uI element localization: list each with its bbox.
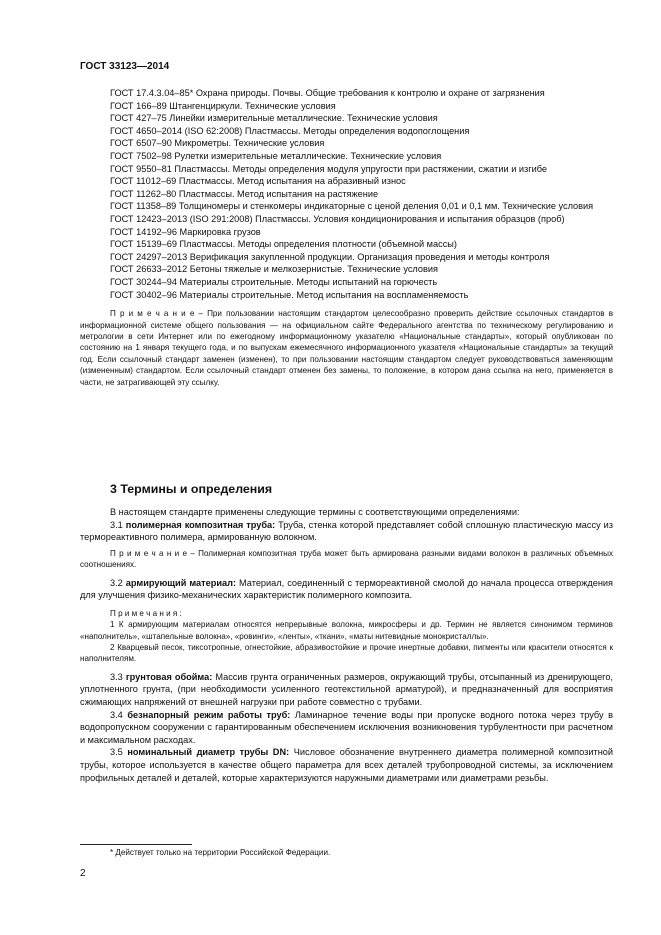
reference-item: ГОСТ 166–89 Штангенциркули. Технические условия: [110, 100, 336, 111]
document-header: ГОСТ 33123—2014: [80, 61, 170, 72]
term-name: безнапорный режим работы труб:: [127, 709, 291, 720]
page-number: 2: [80, 868, 86, 879]
reference-item: ГОСТ 30402–96 Материалы строительные. Метод испытания на воспламеняемость: [110, 289, 469, 300]
term-definition: Числовое обозначение внутреннего диаметра полимерной композитной трубы, которое используется в качестве общего параметра для всех деталей трубопроводной системы, за исключением профильных деталей и деталей, которые характеризуются наружными диаметрами или диаметрами резьбы.: [80, 747, 614, 783]
reference-item: ГОСТ 11262–80 Пластмассы. Метод испытания на растяжение: [110, 188, 379, 199]
reference-item: ГОСТ 15139–69 Пластмассы. Методы определения плотности (объемной массы): [110, 239, 457, 250]
note-3-2-1: 1 К армирующим материалам относятся непрерывные волокна, микросферы и др. Термин не является синонимом терминов «наполнитель», «штапельные волокна», «ровинги», «ленты», «ткани», «маты нитевидные монокристаллы».: [80, 620, 613, 641]
reference-item: ГОСТ 26633–2012 Бетоны тяжелые и мелкозернистые. Технические условия: [110, 264, 438, 275]
term-name: армирующий материал:: [125, 577, 237, 588]
section-body: [80, 506, 613, 784]
term-3-4: 3.4 безнапорный режим работы труб: Ламинарное течение воды при пропуске водного потока через трубу в водопропускном сооружении с гарантированным обеспечением исключения возникновения турбулентности при расчетном и максимальном расходах.: [80, 709, 613, 745]
note-3-1: [80, 548, 613, 571]
reference-item: ГОСТ 4650–2014 (ISO 62:2008) Пластмассы. Методы определения водопоглощения: [110, 125, 470, 136]
reference-item: ГОСТ 12423–2013 (ISO 291:2008) Пластмассы. Условия кондиционирования и испытания образцов (проб): [110, 213, 565, 224]
note-standards: [80, 308, 613, 388]
note-label: П р и м е ч а н и е: [110, 548, 188, 558]
note-label: П р и м е ч а н и е: [110, 309, 195, 319]
references-list: [80, 87, 613, 388]
note-3-2-2: 2 Кварцевый песок, тиксотропные, огнестойкие, абразивостойкие и прочие инертные добавки, пигменты или красители относятся к наполнителям.: [80, 643, 613, 664]
reference-item: ГОСТ 14192–96 Маркировка грузов: [110, 226, 261, 237]
term-3-1: 3.1 полимерная композитная труба: Труба, стенка которой представляет собой сплошную пластическую массу из термореактивного полимера, армированную волокном.: [80, 519, 613, 543]
term-definition: Ламинарное течение воды при пропуске водного потока через трубу в водопропускном сооружении с гарантированным обеспечением исключения возникновения турбулентности при расчетном и максимальном расходах.: [80, 709, 613, 745]
section-intro: В настоящем стандарте применены следующие термины с соответствующими определениями:: [110, 507, 520, 517]
reference-item: ГОСТ 24297–2013 Верификация закупленной продукции. Организация проведения и методы контроля: [110, 251, 550, 262]
reference-item: ГОСТ 11358–89 Толщиномеры и стенкомеры индикаторные с ценой деления 0,01 и 0,1 мм. Технические условия: [110, 201, 594, 212]
term-definition: Материал, соединенный с термореактивной смолой до начала процесса отверждения для улучшения физико-механических характеристик полимерного композита.: [80, 577, 613, 601]
term-name: номинальный диаметр трубы DN:: [127, 747, 290, 758]
reference-item: ГОСТ 11012–69 Пластмассы. Метод испытания на абразивный износ: [110, 176, 406, 187]
reference-item: ГОСТ 9550–81 Пластмассы. Методы определения модуля упругости при растяжении, сжатии и изгибе: [110, 163, 547, 174]
term-name: грунтовая обойма:: [125, 671, 213, 682]
reference-item: ГОСТ 7502–98 Рулетки измерительные металлические. Технические условия: [110, 150, 442, 161]
term-definition: Массив грунта ограниченных размеров, окружающий трубы, отсыпанный из дренирующего, уплотненного грунта, (при необходимости усиленного геотекстильной арматурой), и предназначенный для восприятия сжимающих напряжений от внешней нагрузки при работе совместно с трубами.: [80, 671, 613, 707]
term-3-5: 3.5 номинальный диаметр трубы DN: Числовое обозначение внутреннего диаметра полимерной композитной трубы, которое используется в качестве общего параметра для всех деталей трубопроводной системы, за исключением профильных деталей и деталей, которые характеризуются наружными диаметрами или диаметрами резьбы.: [80, 747, 614, 783]
reference-item: ГОСТ 17.4.3.04–85* Охрана природы. Почвы. Общие требования к контролю и охране от загрязнения: [110, 88, 545, 98]
note-text: – При пользовании настоящим стандартом целесообразно проверить действие ссылочных стандартов в информационной системе общего пользования — на официальном сайте Федерального агентства по техническому регулированию и метрологии в сети Интернет или по ежегодному информационному указателю «Национальные стандарты», который опубликован по состоянию на 1 января текущего года, и по выпускам ежемесячного информационного указателя «Национальные стандарты» за текущий год. Если ссылочный стандарт заменен (изменен), то при пользовании настоящим стандартом следует руководствоваться заменяющим (измененным) стандартом. Если ссылочный стандарт отменен без замены, то положение, в котором дана ссылка на него, применяется в части, не затрагивающей эту ссылку.: [80, 309, 613, 387]
term-definition: Труба, стенка которой представляет собой сплошную пластическую массу из термореактивного полимера, армированную волокном.: [80, 519, 613, 543]
reference-item: ГОСТ 427–75 Линейки измерительные металлические. Технические условия: [110, 113, 438, 124]
term-3-3: 3.3 грунтовая обойма: Массив грунта ограниченных размеров, окружающий трубы, отсыпанный из дренирующего, уплотненного грунта, (при необходимости усиленного геотекстильной арматурой), и предназначенный для восприятия сжимающих напряжений от внешней нагрузки при работе совместно с трубами.: [80, 671, 613, 707]
footnote: * Действует только на территории Российской Федерации.: [110, 848, 331, 857]
footnote-separator: [80, 844, 192, 845]
reference-item: ГОСТ 30244–94 Материалы строительные. Методы испытаний на горючесть: [110, 276, 438, 287]
reference-item: ГОСТ 6507–90 Микрометры. Технические условия: [110, 138, 325, 149]
section-title: 3 Термины и определения: [110, 482, 273, 496]
term-3-2: 3.2 армирующий материал: Материал, соединенный с термореактивной смолой до начала процесса отверждения для улучшения физико-механических характеристик полимерного композита.: [80, 577, 613, 601]
term-name: полимерная композитная труба:: [125, 519, 276, 530]
notes-label: П р и м е ч а н и я :: [110, 608, 182, 618]
note-text: – Полимерная композитная труба может быть армирована разными видами волокон в различных объемных соотношениях.: [80, 548, 613, 570]
